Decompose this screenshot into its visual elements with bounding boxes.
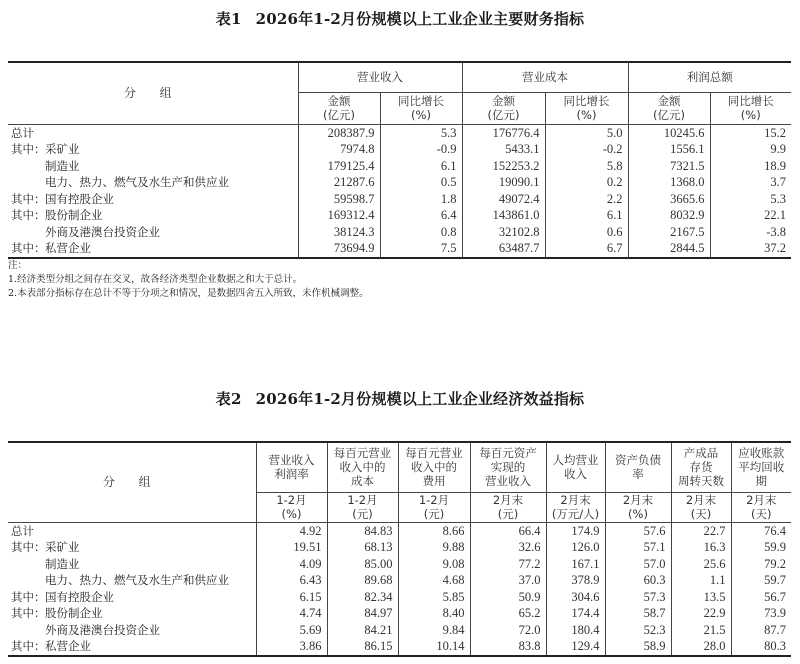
cell-value: 13.5	[671, 589, 731, 606]
table-row	[8, 174, 791, 191]
column-period: 2月末	[560, 493, 591, 507]
column-header-line: 周转天数	[678, 474, 724, 489]
column-unit-label: (元)	[497, 507, 519, 521]
column-header	[327, 442, 398, 492]
row-label	[8, 556, 256, 573]
cell-value: 73694.9	[298, 240, 380, 258]
cell-value: 169312.4	[298, 207, 380, 224]
row-label	[8, 572, 256, 589]
row-label-text: 股份制企业	[45, 208, 103, 222]
column-period: 2月末	[622, 493, 654, 507]
row-label-text: 外商及港澳台投资企业	[45, 622, 160, 637]
cell-value: 57.6	[605, 522, 671, 539]
cell-value: 9.84	[398, 622, 470, 639]
column-unit-label: (天)	[751, 507, 772, 521]
cell-value: 57.0	[605, 556, 671, 573]
sub-header	[380, 92, 462, 124]
cell-value: 66.4	[470, 522, 546, 539]
cell-value: 59598.7	[298, 191, 380, 208]
cell-value: 59.7	[764, 573, 786, 587]
cell-value: 84.97	[327, 605, 398, 622]
cell-value: 83.8	[470, 638, 546, 656]
cell-value: 15.2	[764, 125, 786, 140]
column-header-line: 利润率	[274, 467, 309, 482]
cell-value: 378.9	[546, 572, 605, 589]
column-header	[605, 442, 671, 492]
cell-value: 79.2	[764, 556, 786, 571]
table1-number: 表1	[215, 10, 242, 28]
note-1: 1.经济类型分组之间存在交叉，故各经济类型企业数据之和大于总计。	[8, 274, 303, 285]
cell-value: 89.68	[327, 572, 398, 589]
cell-value: 179125.4	[298, 158, 380, 175]
row-label	[8, 622, 256, 639]
table1-financial-indicators	[8, 61, 791, 259]
cell-value: 1556.1	[628, 141, 710, 158]
cell-value: 2844.5	[628, 240, 710, 258]
cell-value: 18.9	[764, 158, 786, 173]
table2-title-text: 2026年1-2月份规模以上工业企业经济效益指标	[255, 390, 585, 408]
column-unit	[605, 492, 671, 522]
column-header-line: 率	[632, 467, 644, 482]
cell-value: 8.40	[398, 605, 470, 622]
row-label	[8, 191, 298, 208]
column-header-line: 应收账款	[738, 446, 785, 461]
cell-value: 19.51	[256, 539, 327, 556]
column-period: 2月末	[492, 493, 524, 507]
column-header-line: 费用	[422, 474, 446, 489]
cell-value: 5.0	[545, 124, 628, 141]
cell-value: 143861.0	[462, 207, 545, 224]
sub-header	[545, 92, 628, 124]
cell-value: 25.6	[671, 556, 731, 573]
table-row	[8, 124, 791, 141]
column-unit	[546, 492, 605, 522]
cell-value: 87.7	[764, 622, 786, 637]
cell-value: 304.6	[546, 589, 605, 606]
row-label	[8, 158, 298, 175]
row-label-text: 采矿业	[45, 540, 80, 554]
row-prefix: 其中：	[11, 191, 46, 206]
sub-header-unit: (%)	[740, 108, 761, 122]
cell-value: 16.3	[671, 539, 731, 556]
row-prefix: 其中：	[11, 241, 46, 255]
cell-value: 52.3	[605, 622, 671, 639]
col-group-revenue: 营业收入	[298, 62, 462, 92]
cell-value: 5.3	[380, 124, 462, 141]
column-header-line: 平均回收期	[738, 460, 785, 489]
table-row	[8, 589, 791, 606]
cell-value: 37.2	[764, 241, 786, 255]
row-label	[8, 522, 256, 539]
cell-value: 5.3	[770, 191, 786, 206]
column-header-line: 人均营业	[552, 453, 599, 468]
row-label	[8, 174, 298, 191]
row-label	[8, 224, 298, 241]
cell-value: 1368.0	[628, 174, 710, 191]
sub-header	[710, 92, 791, 124]
cell-value: 7974.8	[298, 141, 380, 158]
cell-value: 5.69	[256, 622, 327, 639]
cell-value: 22.7	[671, 522, 731, 539]
table-row	[8, 191, 791, 208]
row-label-text: 私营企业	[45, 241, 91, 255]
column-header-line: 收入	[564, 467, 587, 482]
cell-value: 84.21	[327, 622, 398, 639]
cell-value: 57.3	[605, 589, 671, 606]
cell-value: 126.0	[546, 539, 605, 556]
row-label-text: 国有控股企业	[45, 589, 114, 604]
cell-value: 38124.3	[298, 224, 380, 241]
cell-value: 49072.4	[462, 191, 545, 208]
cell-value: 32102.8	[462, 224, 545, 241]
sub-header	[628, 92, 710, 124]
table-row	[8, 141, 791, 158]
column-header	[470, 442, 546, 492]
cell-value: 37.0	[470, 572, 546, 589]
cell-value: 3.86	[256, 638, 327, 656]
cell-value: 19090.1	[462, 174, 545, 191]
table1-title-text: 2026年1-2月份规模以上工业企业主要财务指标	[255, 10, 585, 28]
column-header-line: 每百元营业	[405, 446, 463, 461]
table-row	[8, 240, 791, 258]
cell-value: 174.4	[546, 605, 605, 622]
cell-value: 63487.7	[462, 240, 545, 258]
cell-value: 6.4	[380, 207, 462, 224]
cell-value: 0.8	[380, 224, 462, 241]
column-period: 1-2月	[418, 493, 450, 507]
cell-value: 167.1	[546, 556, 605, 573]
sub-header-label: 同比增长	[398, 94, 444, 108]
cell-value: 1.8	[380, 191, 462, 208]
cell-value: 7.5	[380, 240, 462, 258]
cell-value: 152253.2	[462, 158, 545, 175]
column-period: 1-2月	[276, 493, 307, 507]
column-unit	[671, 492, 731, 522]
cell-value: 84.83	[327, 522, 398, 539]
row-label	[8, 605, 256, 622]
cell-value: 5.85	[398, 589, 470, 606]
column-header	[256, 442, 327, 492]
cell-value: 73.9	[764, 606, 786, 620]
group-header: 分 组	[8, 62, 298, 124]
sub-header-unit: (%)	[576, 108, 597, 122]
cell-value: -0.9	[380, 141, 462, 158]
column-header-line: 成本	[351, 474, 374, 489]
column-unit-label: (%)	[281, 507, 302, 521]
column-header	[671, 442, 731, 492]
cell-value: 0.5	[380, 174, 462, 191]
table-row	[8, 622, 791, 639]
cell-value: 8032.9	[628, 207, 710, 224]
cell-value: 76.4	[764, 523, 786, 538]
row-label-text: 股份制企业	[45, 606, 103, 620]
column-header-line: 收入中的	[411, 460, 457, 475]
row-label-text: 制造业	[45, 158, 80, 173]
cell-value: 80.3	[764, 639, 786, 653]
cell-value: 28.0	[671, 638, 731, 656]
sub-header-unit: (亿元)	[487, 108, 520, 122]
cell-value: 82.34	[327, 589, 398, 606]
cell-value: 56.7	[764, 589, 786, 604]
sub-header-label: 金额	[492, 94, 515, 108]
column-period: 1-2月	[347, 493, 378, 507]
cell-value: 32.6	[470, 539, 546, 556]
row-label-text: 采矿业	[45, 142, 80, 156]
sub-header	[298, 92, 380, 124]
column-unit-label: (天)	[690, 507, 712, 521]
cell-value: 2167.5	[628, 224, 710, 241]
row-label	[8, 240, 298, 258]
table-row	[8, 572, 791, 589]
cell-value: 22.9	[671, 605, 731, 622]
table-row	[8, 207, 791, 224]
column-header	[398, 442, 470, 492]
table-row	[8, 556, 791, 573]
cell-value: 180.4	[546, 622, 605, 639]
cell-value: 5433.1	[462, 141, 545, 158]
column-header-line: 实现的	[490, 460, 526, 475]
cell-value: 6.15	[256, 589, 327, 606]
cell-value: 3665.6	[628, 191, 710, 208]
cell-value: 6.43	[256, 572, 327, 589]
cell-value: 58.9	[605, 638, 671, 656]
table-row	[8, 539, 791, 556]
sub-header	[462, 92, 545, 124]
column-header	[546, 442, 605, 492]
cell-value: 2.2	[545, 191, 628, 208]
row-label	[8, 207, 298, 224]
cell-value: 10245.6	[628, 124, 710, 141]
cell-value: 4.68	[398, 572, 470, 589]
column-header	[731, 442, 791, 492]
cell-value: 174.9	[546, 522, 605, 539]
cell-value: 58.7	[605, 605, 671, 622]
cell-value: 7321.5	[628, 158, 710, 175]
table-row	[8, 638, 791, 656]
row-label-text: 电力、热力、燃气及水生产和供应业	[45, 175, 229, 189]
sub-header-label: 同比增长	[563, 94, 610, 108]
cell-value: 77.2	[470, 556, 546, 573]
row-label-text: 制造业	[45, 556, 80, 571]
notes-heading: 注：	[8, 260, 28, 271]
sub-header-label: 金额	[327, 94, 351, 108]
sub-header-unit: (%)	[411, 108, 431, 122]
cell-value: 21287.6	[298, 174, 380, 191]
cell-value: -0.2	[545, 141, 628, 158]
row-prefix: 其中：	[11, 208, 46, 222]
column-header-line: 收入中的	[339, 460, 386, 475]
row-prefix: 其中：	[11, 606, 46, 620]
table1-title	[0, 8, 800, 29]
table2-number: 表2	[215, 390, 242, 408]
row-label	[8, 124, 298, 141]
note-2: 2.本表部分指标存在总计不等于分项之和情况，是数据四舍五入所致，未作机械调整。	[8, 288, 369, 299]
cell-value: 4.74	[256, 605, 327, 622]
row-prefix: 其中：	[11, 589, 46, 604]
cell-value: 22.1	[764, 208, 786, 222]
cell-value: 5.8	[545, 158, 628, 175]
row-prefix: 其中：	[11, 540, 46, 554]
cell-value: 0.6	[545, 224, 628, 241]
column-unit-label: (%)	[628, 507, 648, 521]
cell-value: 10.14	[398, 638, 470, 656]
column-unit	[327, 492, 398, 522]
column-unit	[256, 492, 327, 522]
table2-economic-efficiency	[8, 441, 791, 657]
sub-header-unit: (亿元)	[653, 108, 685, 122]
sub-header-label: 同比增长	[727, 94, 774, 108]
row-label	[8, 638, 256, 656]
cell-value: 72.0	[470, 622, 546, 639]
cell-value: -3.8	[766, 224, 786, 239]
cell-value: 3.7	[770, 175, 786, 189]
row-label-text: 外商及港澳台投资企业	[45, 224, 160, 239]
cell-value: 6.1	[380, 158, 462, 175]
row-label-text: 国有控股企业	[45, 191, 114, 206]
column-unit	[470, 492, 546, 522]
table-row	[8, 224, 791, 241]
table1-notes	[8, 259, 369, 301]
cell-value: 6.7	[545, 240, 628, 258]
cell-value: 85.00	[327, 556, 398, 573]
row-prefix: 其中：	[11, 142, 46, 156]
cell-value: 9.9	[770, 142, 786, 156]
column-unit-label: (元)	[423, 507, 445, 521]
cell-value: 86.15	[327, 638, 398, 656]
row-prefix: 其中：	[11, 639, 46, 653]
table-row	[8, 158, 791, 175]
column-unit-label: (万元/人)	[551, 507, 600, 521]
column-header-line: 每百元营业	[333, 446, 392, 461]
cell-value: 50.9	[470, 589, 546, 606]
cell-value: 21.5	[671, 622, 731, 639]
sub-header-label: 金额	[657, 94, 681, 108]
cell-value: 57.1	[605, 539, 671, 556]
cell-value: 0.2	[545, 174, 628, 191]
cell-value: 9.08	[398, 556, 470, 573]
cell-value: 129.4	[546, 638, 605, 656]
cell-value: 208387.9	[298, 124, 380, 141]
cell-value: 6.1	[545, 207, 628, 224]
cell-value: 4.09	[256, 556, 327, 573]
cell-value: 65.2	[470, 605, 546, 622]
table-row	[8, 522, 791, 539]
column-unit	[398, 492, 470, 522]
column-period: 2月末	[685, 493, 717, 507]
cell-value: 176776.4	[462, 124, 545, 141]
column-header-line: 产成品	[683, 446, 719, 461]
cell-value: 8.66	[398, 522, 470, 539]
cell-value: 4.92	[256, 522, 327, 539]
column-header-line: 营业收入	[268, 453, 315, 468]
row-label	[8, 141, 298, 158]
column-header-line: 每百元资产	[479, 446, 537, 461]
table-row	[8, 605, 791, 622]
table2-title	[0, 388, 800, 409]
sub-header-unit: (亿元)	[323, 108, 355, 122]
col-group-profit: 利润总额	[628, 62, 791, 92]
column-header-line: 资产负债	[615, 453, 661, 468]
cell-value: 1.1	[671, 572, 731, 589]
col-group-cost: 营业成本	[462, 62, 628, 92]
column-unit	[731, 492, 791, 522]
column-header-line: 营业收入	[485, 474, 531, 489]
row-prefix: 总计	[11, 125, 34, 140]
row-prefix: 总计	[11, 523, 34, 538]
cell-value: 60.3	[605, 572, 671, 589]
column-header-line: 存货	[689, 460, 713, 475]
column-unit-label: (元)	[352, 507, 373, 521]
column-period: 2月末	[746, 493, 777, 507]
row-label	[8, 589, 256, 606]
row-label	[8, 539, 256, 556]
cell-value: 9.88	[398, 539, 470, 556]
cell-value: 68.13	[327, 539, 398, 556]
row-label-text: 私营企业	[45, 639, 91, 653]
cell-value: 59.9	[764, 540, 786, 554]
group-header: 分 组	[8, 442, 256, 522]
row-label-text: 电力、热力、燃气及水生产和供应业	[45, 573, 229, 587]
